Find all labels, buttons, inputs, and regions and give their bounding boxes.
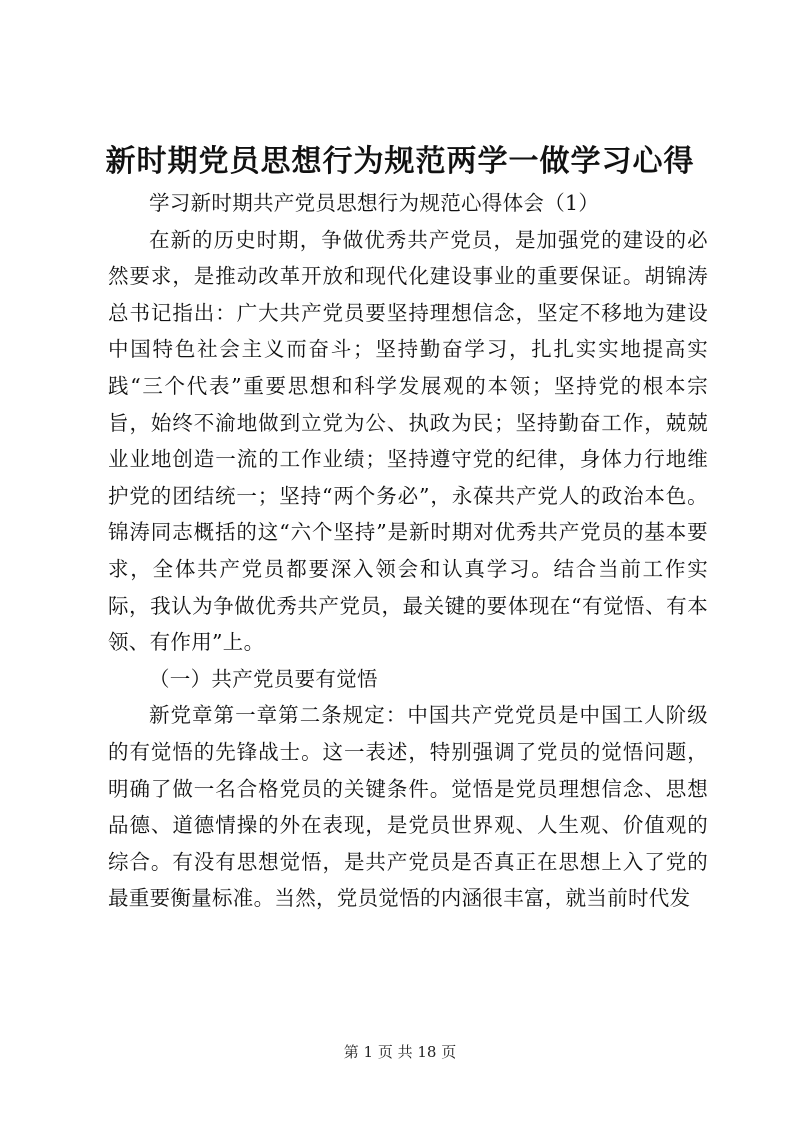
body-paragraph-2: 新党章第一章第二条规定：中国共产党党员是中国工人阶级的有觉悟的先锋战士。这一表述，特别强调了党员的觉悟问题，明确了做一名合格党员的关键条件。觉悟是党员理想信念、思想品德、道德情操的外在表现，是党员世界观、人生观、价值观的综合。有没有思想觉悟，是共产党员是否真正在思想上入了党的最重要衡量标准。当然，党员觉悟的内涵很丰富，就当前时代发 <box>108 703 708 911</box>
document-title: 新时期党员思想行为规范两学一做学习心得 <box>105 144 695 179</box>
document-subtitle: 学习新时期共产党员思想行为规范心得体会（1） <box>149 191 600 215</box>
section-heading-1: （一）共产党员要有觉悟 <box>149 666 378 691</box>
document-body <box>108 185 708 917</box>
body-paragraph-1: 在新的历史时期，争做优秀共产党员，是加强党的建设的必然要求，是推动改革开放和现代化建设事业的重要保证。胡锦涛总书记指出：广大共产党员要坚持理想信念，坚定不移地为建设中国特色社会主义而奋斗；坚持勤奋学习，扎扎实实地提高实践“三个代表”重要思想和科学发展观的本领；坚持党的根本宗旨，始终不渝地做到立党为公、执政为民；坚持勤奋工作，兢兢业业地创造一流的工作业绩；坚持遵守党的纪律，身体力行地维护党的团结统一；坚持“两个务必”，永葆共产党人的政治本色。锦涛同志概括的这“六个坚持”是新时期对优秀共产党员的基本要求，全体共产党员都要深入领会和认真学习。结合当前工作实际，我认为争做优秀共产党员，最关键的要体现在“有觉悟、有本领、有作用”上。 <box>108 227 708 655</box>
page-footer: 第 1 页 共 18 页 <box>343 1043 457 1061</box>
